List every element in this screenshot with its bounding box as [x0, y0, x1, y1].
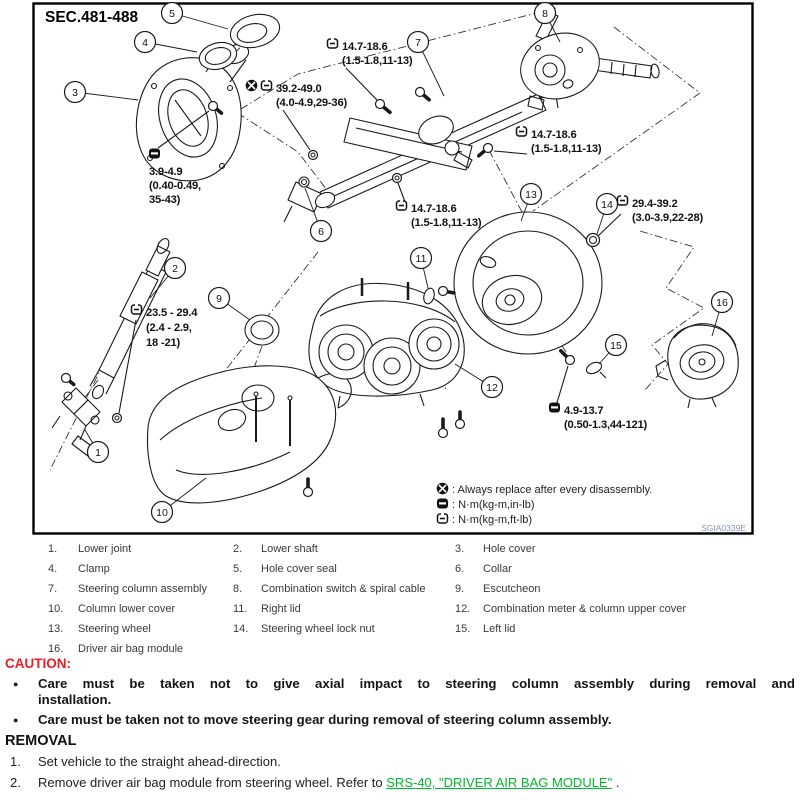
part-artwork [556, 366, 568, 406]
step-number: 2. [10, 775, 21, 790]
bolt-icon [484, 144, 493, 153]
part-artwork [299, 177, 309, 187]
bolt-icon [62, 374, 71, 383]
part-item-name: Steering wheel lock nut [261, 623, 375, 635]
bolt-icon [566, 356, 575, 365]
nut-icon [309, 151, 318, 160]
nut-icon [113, 414, 122, 423]
callout-number: 14 [601, 198, 613, 211]
bolt-icon [376, 100, 385, 109]
srs-reference-link[interactable]: SRS-40, "DRIVER AIR BAG MODULE" [386, 775, 613, 790]
part-item-number: 2. [233, 543, 243, 555]
removal-step: Remove driver air bag module from steering wheel. Refer to SRS-40, "DRIVER AIR BAG MODULE" . [38, 775, 620, 790]
part-artwork [650, 63, 660, 78]
torque-value: (0.50-1.3,44-121) [564, 419, 648, 431]
torque-value: 18 -21) [146, 337, 181, 349]
part-artwork [398, 183, 405, 202]
callout-number: 9 [216, 292, 222, 305]
bullet-icon: ● [13, 715, 19, 725]
part-item-name: Clamp [78, 563, 110, 575]
callout-5 [162, 3, 229, 30]
callout-number: 10 [156, 506, 168, 519]
bolt-icon [456, 420, 465, 429]
torque-label [618, 195, 704, 225]
torque-value: 39.2-49.0 [276, 83, 322, 95]
replace-symbol-icon [437, 483, 449, 495]
legend-item [437, 499, 535, 512]
callout-12 [455, 364, 503, 398]
torque-label [328, 38, 413, 68]
removal-title: REMOVAL [5, 733, 77, 749]
removal-step: Set vehicle to the straight ahead-direction. [38, 754, 281, 769]
callout-9 [209, 288, 251, 321]
part-item-name: Steering wheel [78, 623, 151, 635]
bolt-icon [439, 287, 448, 296]
part-artwork [346, 68, 377, 100]
callout-number: 12 [486, 381, 498, 394]
part-artwork [80, 426, 86, 440]
torque-value: 14.7-18.6 [531, 129, 577, 141]
ftlb-symbol-icon [262, 80, 272, 91]
bolt-icon [416, 88, 425, 97]
part-item-name: Escutcheon [483, 583, 541, 595]
callout-4 [135, 32, 198, 53]
callout-number: 3 [72, 86, 78, 99]
callout-1 [85, 430, 109, 463]
part-artwork [106, 378, 114, 394]
part-item-number: 14. [233, 623, 249, 635]
part-item-name: Combination switch & spiral cable [261, 583, 426, 595]
callout-number: 15 [610, 339, 622, 352]
callout-number: 7 [415, 36, 421, 49]
step-number: 1. [10, 754, 21, 769]
legend-label: : N·m(kg-m,in-lb) [452, 499, 535, 511]
part-artwork [420, 394, 424, 406]
part-item-name: Driver air bag module [78, 643, 184, 655]
caution-bullet [38, 712, 795, 728]
torque-value: 14.7-18.6 [411, 203, 457, 215]
part-item-number: 1. [48, 543, 58, 555]
torque-value: 3.9-4.9 [149, 166, 183, 178]
part-artwork [668, 325, 738, 399]
part-item-name: Collar [483, 563, 512, 575]
part-artwork [245, 315, 279, 345]
part-item-number: 11. [233, 603, 248, 615]
caution-bullet-line: Care must be taken not to give axial impact to steering column assembly during removal and [38, 676, 795, 691]
torque-value: (4.0-4.9,29-36) [276, 97, 348, 109]
part-item-number: 5. [233, 563, 243, 575]
callout-number: 4 [142, 36, 148, 49]
torque-value: 23.5 - 29.4 [146, 307, 198, 319]
part-item-name: Lower joint [78, 543, 132, 555]
torque-label [549, 403, 648, 432]
torque-value: (2.4 - 2.9, [146, 322, 192, 334]
part-artwork [338, 396, 340, 408]
part-item-name: Lower shaft [261, 543, 318, 555]
replace-symbol-icon [246, 80, 258, 92]
part-artwork [712, 398, 716, 407]
part-artwork [445, 141, 459, 155]
part-item-number: 6. [455, 563, 465, 575]
part-artwork [656, 360, 668, 380]
torque-value: 14.7-18.6 [342, 41, 388, 53]
caution-title: CAUTION: [5, 656, 71, 671]
bolt-icon [209, 102, 218, 111]
ftlb-symbol-icon [618, 195, 628, 206]
torque-value: 35-43) [149, 194, 181, 206]
ftlb-symbol-icon [438, 513, 448, 524]
part-artwork [283, 110, 310, 150]
part-artwork [90, 370, 99, 386]
callout-3 [65, 82, 139, 103]
callout-number: 8 [542, 7, 548, 20]
bolt-icon [439, 429, 448, 438]
figure-frame [34, 4, 753, 534]
ftlb-symbol-icon [132, 304, 142, 315]
ftlb-symbol-icon [397, 200, 407, 211]
caution-bullet [38, 676, 795, 707]
part-item-name: Column lower cover [78, 603, 176, 615]
part-item-number: 3. [455, 543, 465, 555]
inlb-symbol-icon [437, 499, 448, 509]
callout-7 [408, 32, 445, 97]
caution-bullet-line: installation. [38, 691, 112, 707]
nut-icon [393, 174, 402, 183]
part-item-number: 15. [455, 623, 471, 635]
ftlb-symbol-icon [328, 38, 338, 49]
torque-value: 4.9-13.7 [564, 405, 604, 417]
callout-number: 1 [95, 446, 101, 459]
torque-value: (1.5-1.8,11-13) [342, 55, 413, 67]
ftlb-symbol-icon [517, 126, 527, 137]
part-item-number: 4. [48, 563, 58, 575]
callout-number: 16 [716, 296, 728, 309]
legend-item [438, 513, 533, 527]
part-artwork [227, 9, 283, 52]
part-item-number: 8. [233, 583, 243, 595]
nut-icon [587, 234, 600, 247]
part-artwork [593, 58, 652, 78]
part-item-number: 16. [48, 643, 64, 655]
part-item-name: Right lid [261, 603, 301, 615]
part-artwork [284, 206, 292, 222]
torque-value: (1.5-1.8,11-13) [411, 217, 482, 229]
torque-label [397, 200, 482, 230]
part-artwork [598, 214, 621, 236]
alignment-dash-line [490, 152, 522, 212]
callout-number: 2 [172, 262, 178, 275]
part-artwork [688, 399, 690, 408]
bolt-icon [304, 488, 313, 497]
callout-15 [599, 335, 627, 365]
torque-value: (0.40-0.49, [149, 180, 201, 192]
part-item-number: 7. [48, 583, 58, 595]
callout-number: 11 [415, 252, 427, 265]
torque-value: 29.4-39.2 [632, 198, 678, 210]
part-artwork [494, 151, 527, 154]
legend-item [437, 483, 653, 496]
part-artwork [600, 372, 606, 378]
part-item-number: 12. [455, 603, 471, 615]
torque-label [132, 304, 199, 350]
part-item-name: Steering column assembly [78, 583, 208, 595]
callout-number: 13 [525, 188, 537, 201]
section-code: SEC.481-488 [45, 9, 139, 26]
caution-bullet-line: Care must be taken not to move steering gear during removal of steering column assembly. [38, 712, 612, 727]
part-item-number: 13. [48, 623, 64, 635]
part-item-name: Hole cover seal [261, 563, 337, 575]
callout-number: 6 [318, 225, 324, 238]
figure-code: SGIA0339E [701, 523, 746, 533]
legend-label: : Always replace after every disassembly. [452, 484, 653, 496]
part-item-name: Hole cover [483, 543, 536, 555]
legend-label: : N·m(kg-m,ft-lb) [452, 514, 533, 526]
bullet-icon: ● [13, 679, 19, 689]
torque-value: (1.5-1.8,11-13) [531, 143, 602, 155]
inlb-symbol-icon [549, 403, 560, 413]
part-item-number: 10. [48, 603, 64, 615]
part-item-name: Combination meter & column upper cover [483, 603, 686, 615]
callout-11 [411, 248, 432, 289]
part-artwork [535, 55, 565, 85]
torque-label [246, 80, 348, 110]
part-item-name: Left lid [483, 623, 516, 635]
part-artwork [90, 383, 106, 400]
callout-number: 5 [169, 7, 175, 20]
inlb-symbol-icon [149, 149, 160, 159]
torque-value: (3.0-3.9,22-28) [632, 212, 704, 224]
part-item-number: 9. [455, 583, 465, 595]
part-artwork [52, 416, 60, 428]
torque-label [517, 126, 602, 156]
